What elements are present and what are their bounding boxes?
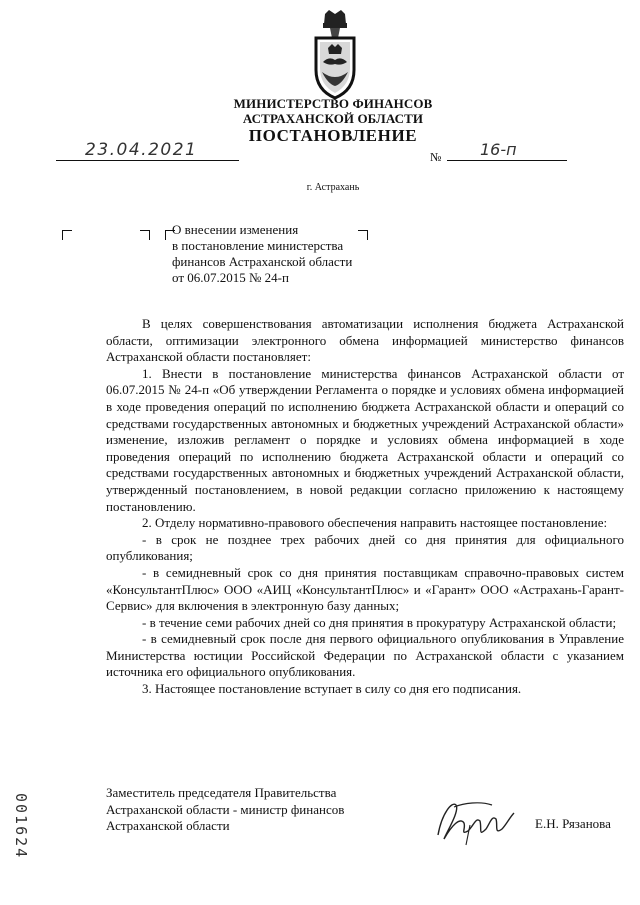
signatory-title: [106, 785, 344, 835]
handwritten-number: 16-п: [480, 140, 517, 159]
subject-line: О внесении изменения: [172, 222, 299, 237]
resolution-body: [106, 316, 624, 698]
bracket-mark: [140, 230, 150, 240]
number-underline: [447, 160, 567, 161]
date-underline: [56, 160, 239, 161]
coat-of-arms-icon: [308, 10, 362, 100]
bracket-mark: [358, 230, 368, 240]
bracket-mark: [62, 230, 72, 240]
document-type-title: ПОСТАНОВЛЕНИЕ: [248, 126, 418, 145]
number-sign: №: [430, 150, 442, 164]
city-label: г. Астрахань: [306, 182, 360, 193]
signatory-line: Астраханской области - министр финансов: [106, 801, 345, 817]
body-paragraph: - в срок не позднее трех рабочих дней со дня принятия для официального опубликования;: [106, 531, 624, 564]
body-paragraph: - в течение семи рабочих дней со дня принятия в прокуратуру Астраханской области;: [142, 614, 617, 630]
ministry-name-line1: МИНИСТЕРСТВО ФИНАНСОВ: [233, 96, 433, 111]
body-paragraph: - в семидневный срок со дня принятия поставщикам справочно-правовых систем «КонсультантПлюс» ООО «АИЦ «КонсультантПлюс» и «Гарант» ООО «Астрахань-Гарант-Сервис» для включения в электронную базу данных;: [106, 564, 624, 614]
ministry-name-line2: АСТРАХАНСКОЙ ОБЛАСТИ: [242, 111, 424, 126]
body-paragraph: - в семидневный срок после дня первого официального опубликования в Управление Министерства юстиции Российской Федерации по Астраханской области с указанием источника его официального опубликования.: [106, 631, 624, 680]
subject-block: [172, 222, 352, 286]
body-paragraph: В целях совершенствования автоматизации исполнения бюджета Астраханской области, оптимизации электронного обмена информацией министерство финансов Астраханской области постановляет:: [106, 316, 624, 365]
body-paragraph: 2. Отделу нормативно-правового обеспечения направить настоящее постановление:: [142, 515, 608, 531]
body-paragraph: 1. Внести в постановление министерства финансов Астраханской области от 06.07.2015 № 24-п «Об утверждении Регламента о порядке и условиях обмена информацией в ходе проведения операций по исполнению бюджета Астраханской области и операций со средствами государственных автономных и бюджетных учреждений Астраханской области» изменение, изложив регламент о порядке и условиях обмена информацией в ходе проведения операций по исполнению бюджета Астраханской области и операций со средствами государственных автономных и бюджетных учреждений Астраханской области, утвержденный постановлением, в новой редакции согласно приложению к настоящему постановлению.: [106, 365, 624, 514]
handwritten-date: 23.04.2021: [85, 140, 198, 160]
signatory-line: Заместитель председателя Правительства: [106, 785, 337, 800]
handwritten-signature: [430, 795, 520, 847]
subject-line: от 06.07.2015 № 24-п: [172, 270, 289, 285]
serial-stamp-number: 001624: [12, 793, 30, 860]
subject-line: финансов Астраханской области: [172, 254, 353, 269]
signatory-line: Астраханской области: [106, 818, 230, 833]
signatory-name: Е.Н. Рязанова: [535, 816, 611, 831]
subject-line: в постановление министерства: [172, 238, 344, 253]
body-paragraph: 3. Настоящее постановление вступает в силу со дня его подписания.: [142, 681, 522, 697]
